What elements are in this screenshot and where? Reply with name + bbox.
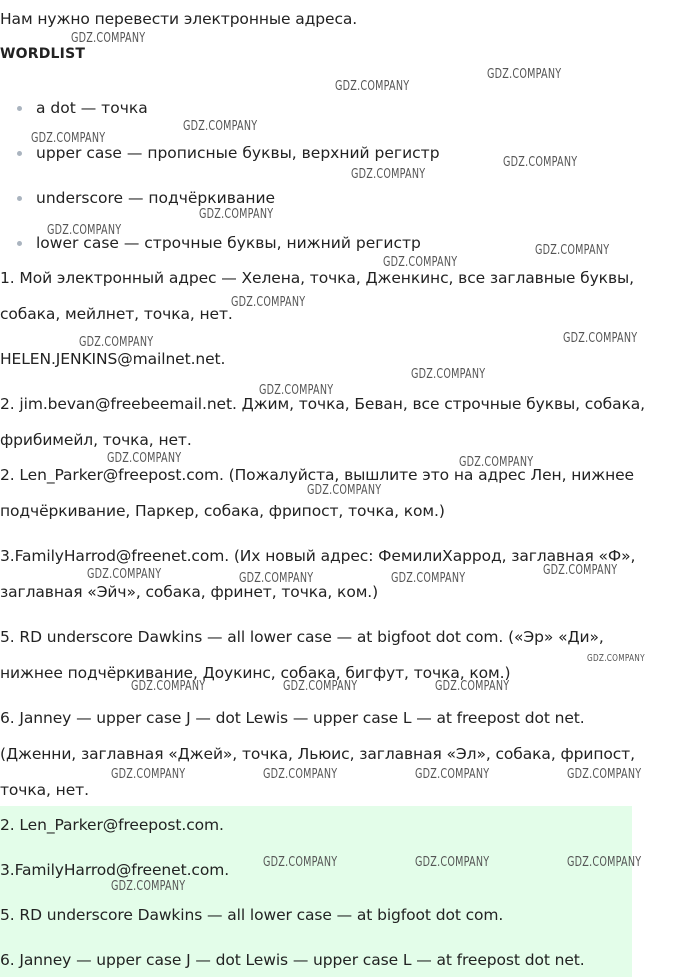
answer-line: 6. Janney — upper case J — dot Lewis — upper case L — at freepost dot net.: [0, 951, 585, 969]
watermark: GDZ.COMPANY: [351, 167, 426, 182]
paragraph-line: 6. Janney — upper case J — dot Lewis — upper case L — at freepost dot net.: [0, 709, 585, 727]
watermark: GDZ.COMPANY: [383, 255, 458, 270]
paragraph-line: (Дженни, заглавная «Джей», точка, Льюис, заглавная «Эл», собака, фрипост,: [0, 745, 635, 763]
paragraph-line: заглавная «Эйч», собака, фринет, точка, ком.): [0, 583, 379, 601]
list-item-text: underscore — подчёркивание: [36, 189, 276, 207]
watermark: GDZ.COMPANY: [31, 131, 106, 146]
list-item-text: upper case — прописные буквы, верхний регистр: [36, 144, 440, 162]
watermark: GDZ.COMPANY: [503, 155, 578, 170]
watermark: GDZ.COMPANY: [391, 571, 466, 586]
watermark: GDZ.COMPANY: [107, 451, 182, 466]
watermark: GDZ.COMPANY: [535, 243, 610, 258]
watermark: GDZ.COMPANY: [47, 223, 122, 238]
watermark: GDZ.COMPANY: [111, 767, 186, 782]
wordlist-heading: WORDLIST: [0, 46, 86, 62]
paragraph-line: 2. jim.bevan@freebeemail.net. Джим, точка, Беван, все строчные буквы, собака,: [0, 395, 645, 413]
watermark: GDZ.COMPANY: [567, 855, 642, 870]
watermark: GDZ.COMPANY: [259, 383, 334, 398]
bullet-icon: [17, 196, 22, 201]
watermark: GDZ.COMPANY: [487, 67, 562, 82]
bullet-icon: [17, 106, 22, 111]
answer-line: 2. Len_Parker@freepost.com.: [0, 816, 224, 834]
bullet-icon: [17, 151, 22, 156]
list-item-text: lower case — строчные буквы, нижний регистр: [36, 234, 421, 252]
paragraph-line: HELEN.JENKINS@mailnet.net.: [0, 350, 226, 368]
bullet-icon: [17, 241, 22, 246]
watermark: GDZ.COMPANY: [543, 563, 618, 578]
answer-line: 5. RD underscore Dawkins — all lower case — at bigfoot dot com.: [0, 906, 504, 924]
watermark: GDZ.COMPANY: [587, 653, 645, 664]
watermark: GDZ.COMPANY: [563, 331, 638, 346]
watermark: GDZ.COMPANY: [307, 483, 382, 498]
watermark: GDZ.COMPANY: [435, 679, 510, 694]
watermark: GDZ.COMPANY: [283, 679, 358, 694]
watermark: GDZ.COMPANY: [263, 767, 338, 782]
watermark: GDZ.COMPANY: [415, 855, 490, 870]
list-item-text: a dot — точка: [36, 99, 148, 117]
paragraph-line: собака, мейлнет, точка, нет.: [0, 305, 233, 323]
paragraph-line: фрибимейл, точка, нет.: [0, 431, 192, 449]
paragraph-line: подчёркивание, Паркер, собака, фрипост, точка, ком.): [0, 502, 445, 520]
watermark: GDZ.COMPANY: [263, 855, 338, 870]
watermark: GDZ.COMPANY: [79, 335, 154, 350]
watermark: GDZ.COMPANY: [239, 571, 314, 586]
watermark: GDZ.COMPANY: [199, 207, 274, 222]
paragraph-line: 1. Мой электронный адрес — Хелена, точка, Дженкинс, все заглавные буквы,: [0, 269, 634, 287]
answer-line: 3.FamilyHarrod@freenet.com.: [0, 861, 230, 879]
intro-text: Нам нужно перевести электронные адреса.: [0, 10, 358, 28]
watermark: GDZ.COMPANY: [411, 367, 486, 382]
watermark: GDZ.COMPANY: [459, 455, 534, 470]
watermark: GDZ.COMPANY: [71, 31, 146, 46]
watermark: GDZ.COMPANY: [183, 119, 258, 134]
paragraph-line: 2. Len_Parker@freepost.com. (Пожалуйста, вышлите это на адрес Лен, нижнее: [0, 466, 634, 484]
watermark: GDZ.COMPANY: [111, 879, 186, 894]
watermark: GDZ.COMPANY: [335, 79, 410, 94]
watermark: GDZ.COMPANY: [415, 767, 490, 782]
paragraph-line: точка, нет.: [0, 781, 89, 799]
watermark: GDZ.COMPANY: [131, 679, 206, 694]
watermark: GDZ.COMPANY: [231, 295, 306, 310]
paragraph-line: 5. RD underscore Dawkins — all lower case — at bigfoot dot com. («Эр» «Ди»,: [0, 628, 604, 646]
paragraph-line: нижнее подчёркивание, Доукинс, собака, бигфут, точка, ком.): [0, 664, 511, 682]
watermark: GDZ.COMPANY: [87, 567, 162, 582]
watermark: GDZ.COMPANY: [567, 767, 642, 782]
paragraph-line: 3.FamilyHarrod@freenet.com. (Их новый адрес: ФемилиХаррод, заглавная «Ф»,: [0, 547, 636, 565]
